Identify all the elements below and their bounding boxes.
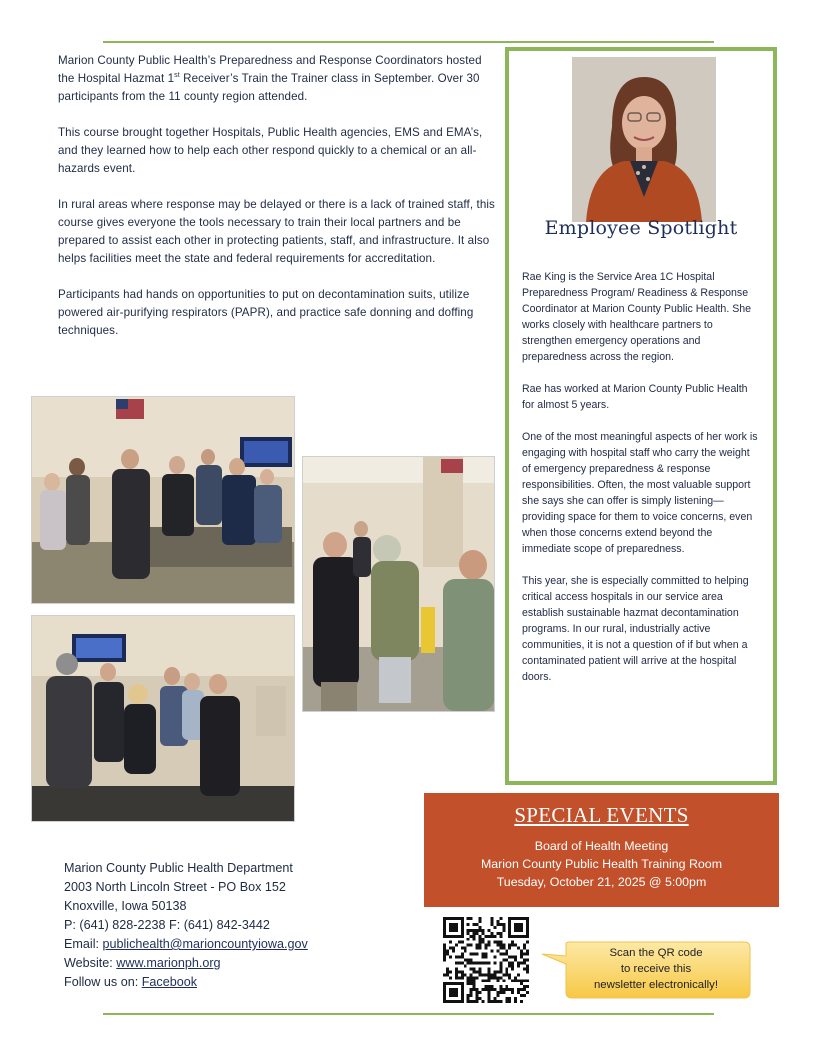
hazmat-article [58, 52, 498, 358]
event-location: Marion County Public Health Training Room [480, 857, 723, 871]
spotlight-paragraph-4: This year, she is especially committed to helping critical access hospitals in our service area establish sustainable hazmat decontamination programs. In our rural, industrially active communities, it is not a question of if but when a contaminated patient will arrive at the hospital doors. [522, 575, 749, 683]
contact-address-city: Knoxville, Iowa 50138 [64, 899, 187, 913]
website-link[interactable]: www.marionph.org [116, 956, 221, 970]
qr-callout-line-2: to receive this [620, 963, 692, 975]
training-photo-group [31, 396, 295, 604]
follow-label: Follow us on: [64, 975, 142, 989]
facebook-link[interactable]: Facebook [141, 975, 198, 989]
bottom-divider [103, 1013, 714, 1015]
article-paragraph-1: Marion County Public Health’s Preparedness and Response Coordinators hosted the Hospital Hazmat 1st Receiver’s Train the Trainer class in September. Over 30 participants from the 11 county region attended. [58, 54, 482, 103]
contact-website-row [64, 954, 394, 973]
article-paragraph-3: In rural areas where response may be delayed or there is a lack of trained staff, this course gives everyone the tools necessary to train their local partners and be prepared to assist each other in protecting patients, staff, and infrastructure. It also helps facilities meet the state and federal requirements for accreditation. [58, 198, 495, 265]
contact-info [64, 859, 394, 992]
qr-callout-line-3: newsletter electronically! [593, 979, 719, 991]
qr-callout-text [560, 945, 752, 993]
employee-spotlight-box [505, 47, 777, 785]
spotlight-paragraph-1: Rae King is the Service Area 1C Hospital Preparedness Program/ Readiness & Response Coordinator at Marion County Public Health. She works closely with healthcare partners to strengthen emergency operations and preparedness across the region. [522, 271, 752, 363]
top-divider [103, 41, 714, 43]
spotlight-paragraph-2: Rae has worked at Marion County Public Health for almost 5 years. [522, 383, 748, 411]
event-name: Board of Health Meeting [534, 839, 669, 853]
contact-social-row [64, 973, 394, 992]
contact-address-street: 2003 North Lincoln Street - PO Box 152 [64, 880, 286, 894]
spotlight-body [522, 269, 760, 701]
training-photo-briefing [31, 615, 295, 822]
employee-portrait [572, 57, 716, 222]
article-paragraph-2: This course brought together Hospitals, Public Health agencies, EMS and EMA’s, and they learned how to help each other respond quickly to a chemical or an all-hazards event. [58, 126, 483, 175]
email-link[interactable]: publichealth@marioncountyiowa.gov [102, 937, 308, 951]
event-datetime: Tuesday, October 21, 2025 @ 5:00pm [496, 875, 707, 889]
spotlight-paragraph-3: One of the most meaningful aspects of her work is engaging with hospital staff who carry the weight of emergency preparedness & response responsibilities. Often, the most valuable support she says she can offer is simply listening—providing space for them to voice concerns, even when those concerns extend beyond the immediate scope of preparedness. [522, 431, 758, 555]
article-paragraph-4: Participants had hands on opportunities to put on decontamination suits, utilize powered air-purifying respirators (PAPR), and practice safe donning and doffing techniques. [58, 288, 474, 337]
training-photo-suit-demo [302, 456, 495, 712]
special-events-title: SPECIAL EVENTS [514, 803, 689, 827]
special-events-box [424, 793, 779, 907]
website-label: Website: [64, 956, 117, 970]
contact-org: Marion County Public Health Department [64, 861, 293, 875]
email-label: Email: [64, 937, 103, 951]
contact-phone-fax: P: (641) 828-2238 F: (641) 842-3442 [64, 918, 270, 932]
spotlight-title: Employee Spotlight [544, 217, 738, 239]
contact-email-row [64, 935, 394, 954]
newsletter-qr-code[interactable] [443, 917, 529, 1003]
qr-callout [540, 940, 752, 1000]
qr-callout-line-1: Scan the QR code [609, 947, 703, 959]
